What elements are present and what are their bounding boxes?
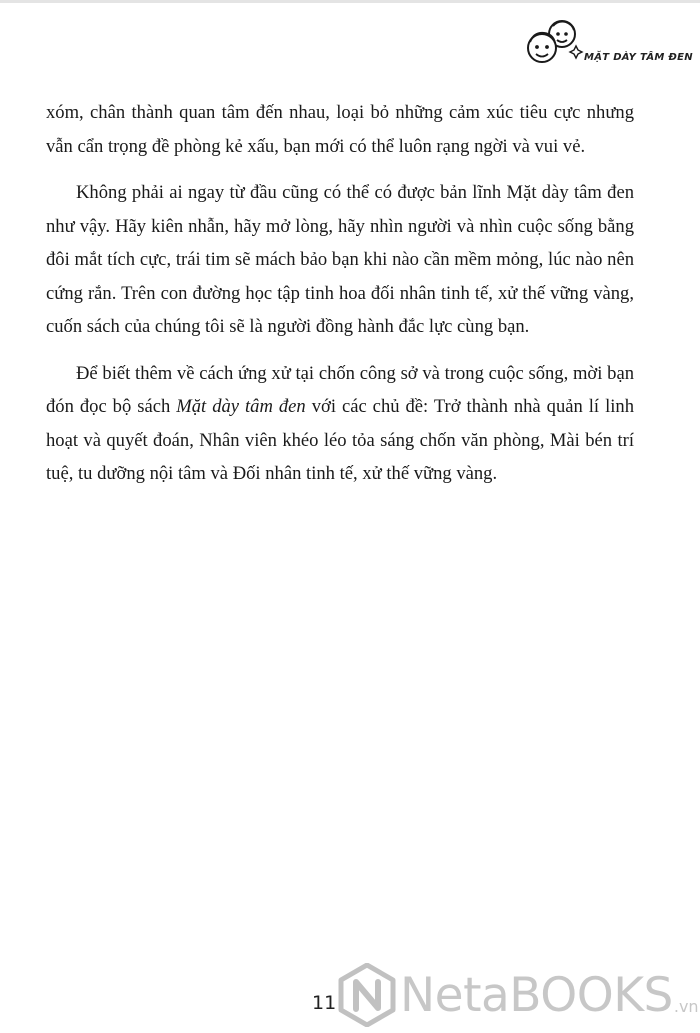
paragraph-text: với các chủ đề: Trở thành nhà quản lí linh hoạt và quyết đoán, Nhân viên khéo léo tỏa sáng chốn văn phòng, Mài bén trí tuệ, tu dưỡng nội tâm và Đối nhân tinh tế, xử thế vững vàng. [46, 396, 634, 484]
page-number: 11 [312, 992, 337, 1014]
page-edge [0, 0, 700, 3]
book-series-title: Mặt dày tâm đen [176, 396, 306, 417]
paragraph: Không phải ai ngay từ đầu cũng có thể có được bản lĩnh Mặt dày tâm đen như vậy. Hãy kiên nhẫn, hãy mở lòng, hãy nhìn người và nhìn cuộc sống bằng đôi mắt tích cực, trái tim sẽ mách bảo bạn khi nào cần mềm mỏng, lúc nào nên cứng rắn. Trên con đường học tập tinh hoa đối nhân tinh tế, xử thế vững vàng, cuốn sách của chúng tôi sẽ là người đồng hành đắc lực cùng bạn. [46, 182, 634, 337]
body-text [46, 96, 634, 504]
paragraph-text: Để biết thêm về cách ứng xử tại chốn công sở và trong cuộc sống, mời bạn đón đọc bộ sách [46, 362, 634, 417]
two-faces-icon [522, 14, 584, 70]
paragraph: xóm, chân thành quan tâm đến nhau, loại bỏ những cảm xúc tiêu cực nhưng vẫn cẩn trọng đề phòng kẻ xấu, bạn mới có thể luôn rạng ngời và vui vẻ. [46, 102, 634, 157]
watermark [338, 960, 699, 1030]
watermark-suffix: .vn [673, 997, 699, 1016]
running-header-title: MẶT DÀY TÂM ĐEN [584, 52, 693, 63]
watermark-text: NetaBOOKS [400, 967, 673, 1023]
netabooks-logo-icon [338, 963, 396, 1027]
paragraph [46, 357, 634, 491]
